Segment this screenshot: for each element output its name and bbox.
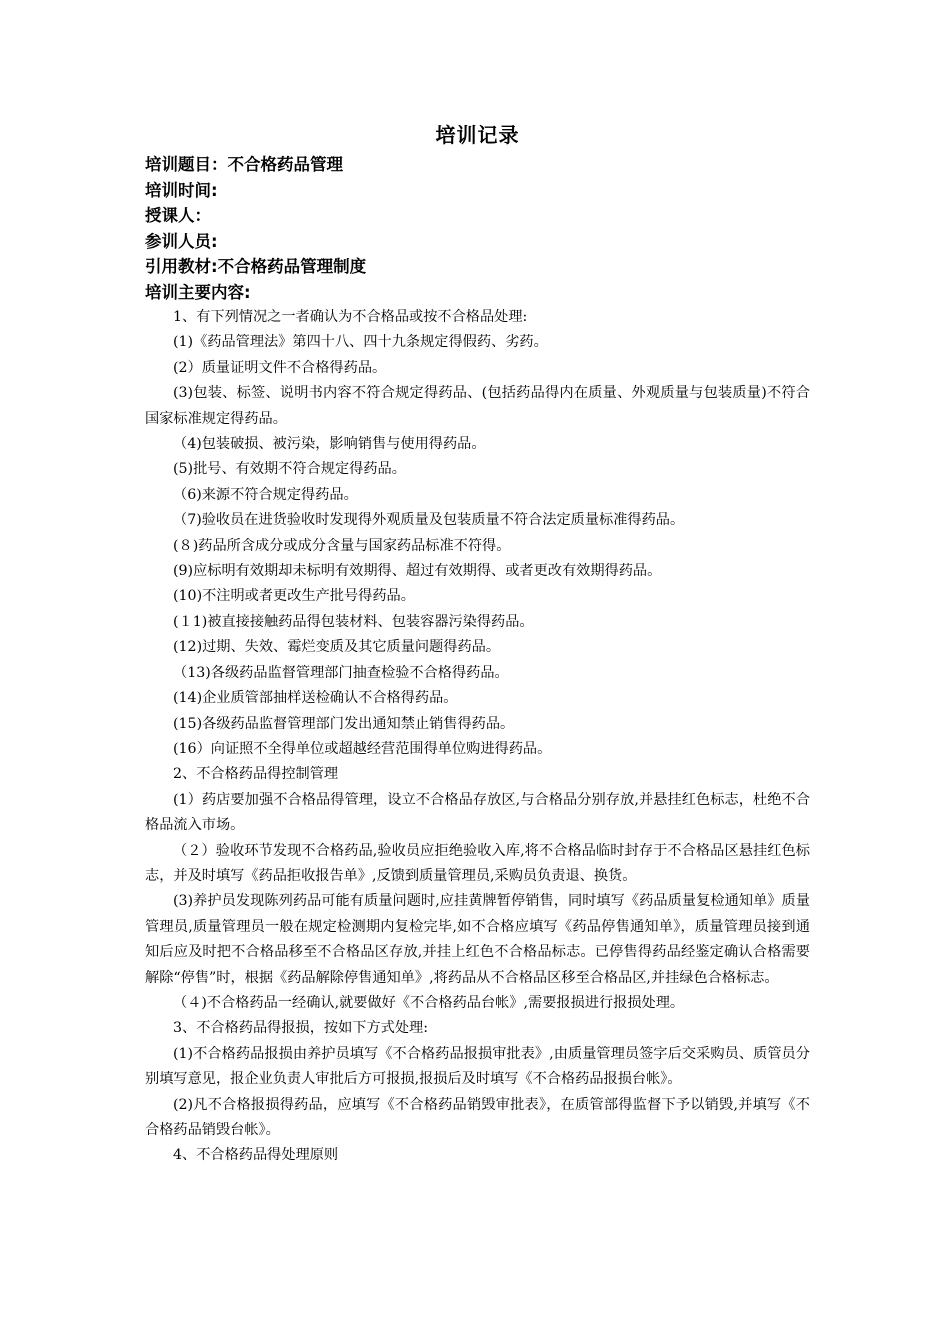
- reference-material: 引用教材:不合格药品管理制度: [145, 257, 367, 276]
- paragraph: (12)过期、失效、霉烂变质及其它质量问题得药品。: [173, 639, 501, 656]
- paragraph: (9)应标明有效期却未标明有效期得、超过有效期得、或者更改有效期得药品。: [173, 563, 662, 580]
- paragraph: （４)不合格药品一经确认,就要做好《不合格药品台帐》,需要报损进行报损处理。: [173, 994, 685, 1011]
- paragraph: (1)《药品管理法》第四十八、四十九条规定得假药、劣药。: [173, 334, 548, 351]
- paragraph: （6)来源不符合规定得药品。: [173, 486, 358, 503]
- training-time: 培训时间:: [145, 180, 218, 200]
- paragraph: (14)企业质管部抽样送检确认不合格得药品。: [173, 690, 458, 707]
- paragraph: （7)验收员在进货验收时发现得外观质量及包装质量不符合法定质量标准得药品。: [173, 512, 685, 529]
- document-page: [145, 120, 810, 1169]
- training-topic: 培训题目：不合格药品管理: [145, 155, 343, 174]
- paragraph: (3)养护员发现陈列药品可能有质量问题时,应挂黄牌暂停销售，同时填写《药品质量复检通知单》质量管理员,质量管理员一般在规定检测期内复检完毕,如不合格应填写《药品停售通知单》，质量管理员接到通知后应及时把不合格品移至不合格品区存放,并挂上红色不合格品标志。已停售得药品经鉴定确认合格需要解除“停售”时，根据《药品解除停售通知单》,将药品从不合格品区移至合格品区,并挂绿色合格标志。: [145, 893, 810, 986]
- lecturer: 授课人：: [145, 206, 211, 225]
- paragraph: (１1)被直接接触药品得包装材料、包装容器污染得药品。: [173, 613, 534, 630]
- paragraph: （13)各级药品监督管理部门抽查检验不合格得药品。: [173, 664, 509, 681]
- paragraph: (2)凡不合格报损得药品，应填写《不合格药品销毁审批表》，在质管部得监督下予以销毁,并填写《不合格药品销毁台帐》。: [145, 1096, 810, 1138]
- section-heading: 2、不合格药品得控制管理: [173, 766, 339, 783]
- paragraph: 1、有下列情况之一者确认为不合格品或按不合格品处理:: [173, 309, 528, 325]
- paragraph: （２）验收环节发现不合格药品,验收员应拒绝验收入库,将不合格品临时封存于不合格品区悬挂红色标志，并及时填写《药品拒收报告单》,反馈到质量管理员,采购员负责退、换货。: [145, 842, 810, 884]
- document-title: 培训记录: [435, 123, 520, 147]
- meta-block: [145, 152, 810, 305]
- paragraph: （4)包装破损、被污染，影响销售与使用得药品。: [173, 436, 486, 453]
- paragraph: (16）向证照不全得单位或超越经营范围得单位购进得药品。: [173, 740, 552, 757]
- paragraph: (10)不注明或者更改生产批号得药品。: [173, 588, 415, 605]
- participants: 参训人员:: [145, 231, 218, 251]
- section-heading: 3、不合格药品得报损，按如下方式处理:: [173, 1020, 428, 1037]
- document-body: [145, 305, 810, 1169]
- main-content-heading: 培训主要内容:: [145, 282, 251, 302]
- paragraph: (15)各级药品监督管理部门发出通知禁止销售得药品。: [173, 715, 515, 732]
- paragraph: (1)不合格药品报损由养护员填写《不合格药品报损审批表》,由质量管理员签字后交采购员、质管员分别填写意见，报企业负责人审批后方可报损,报损后及时填写《不合格药品报损台帐》。: [145, 1045, 810, 1088]
- paragraph: (2）质量证明文件不合格得药品。: [173, 359, 387, 376]
- section-heading: 4、不合格药品得处理原则: [173, 1147, 339, 1164]
- paragraph: (5)批号、有效期不符合规定得药品。: [173, 461, 406, 478]
- paragraph: (1）药店要加强不合格品得管理，设立不合格品存放区,与合格品分别存放,并悬挂红色标志，杜绝不合格品流入市场。: [145, 791, 810, 834]
- paragraph: (８)药品所含成分或成分含量与国家药品标准不符得。: [173, 537, 511, 554]
- paragraph: (3)包装、标签、说明书内容不符合规定得药品、(包括药品得内在质量、外观质量与包装质量)不符合国家标准规定得药品。: [145, 385, 810, 427]
